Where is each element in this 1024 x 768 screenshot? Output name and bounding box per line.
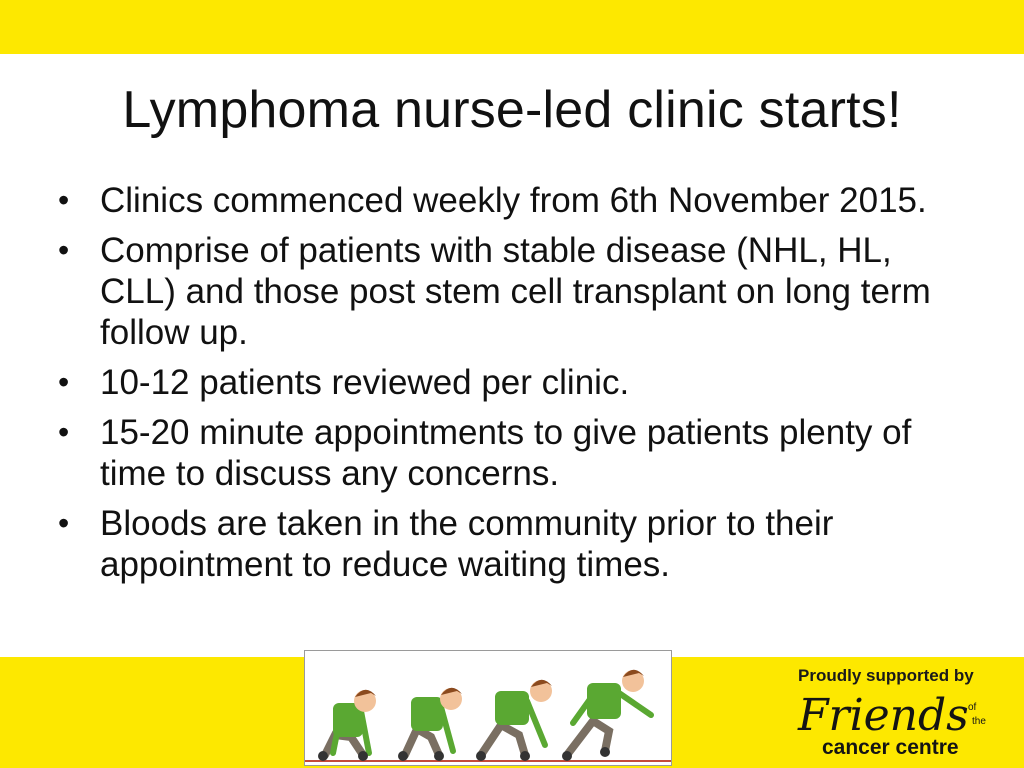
runner-sequence-illustration [304, 650, 672, 766]
bullet-marker: • [58, 414, 70, 450]
bullet-marker: • [58, 232, 70, 268]
logo-of-text: of [968, 702, 977, 713]
bullet-item [58, 362, 958, 403]
bullet-marker: • [58, 182, 70, 218]
friends-of-the-cancer-centre-logo [784, 662, 1010, 762]
bullet-text: Comprise of patients with stable disease (NHL, HL, CLL) and those post stem cell transplant on long term follow up. [100, 231, 931, 352]
logo-cancer-centre-text: cancer centre [822, 736, 959, 759]
bullet-text: Clinics commenced weekly from 6th November 2015. [100, 181, 927, 220]
runner-figure-set [398, 688, 462, 761]
bullet-marker: • [58, 364, 70, 400]
slide-title: Lymphoma nurse-led clinic starts! [122, 81, 902, 139]
runner-figure-go [562, 670, 651, 761]
logo-friends-wordmark: Friends [798, 690, 969, 741]
bullet-text: 10-12 patients reviewed per clinic. [100, 363, 630, 402]
bullet-marker: • [58, 505, 70, 541]
sprinter-start-icon [305, 651, 671, 765]
runner-figure-push [476, 680, 552, 761]
bullet-text: Bloods are taken in the community prior to their appointment to reduce waiting times. [100, 504, 834, 584]
logo-tagline: Proudly supported by [798, 666, 974, 685]
logo-the-text: the [972, 716, 986, 727]
bullet-item [58, 230, 958, 353]
bullet-item [58, 180, 958, 221]
bullet-list [58, 180, 958, 594]
runner-figure-crouch [318, 690, 376, 761]
top-yellow-band [0, 0, 1024, 54]
bullet-item [58, 503, 958, 585]
bullet-text: 15-20 minute appointments to give patients plenty of time to discuss any concerns. [100, 413, 912, 493]
bullet-item [58, 412, 958, 494]
